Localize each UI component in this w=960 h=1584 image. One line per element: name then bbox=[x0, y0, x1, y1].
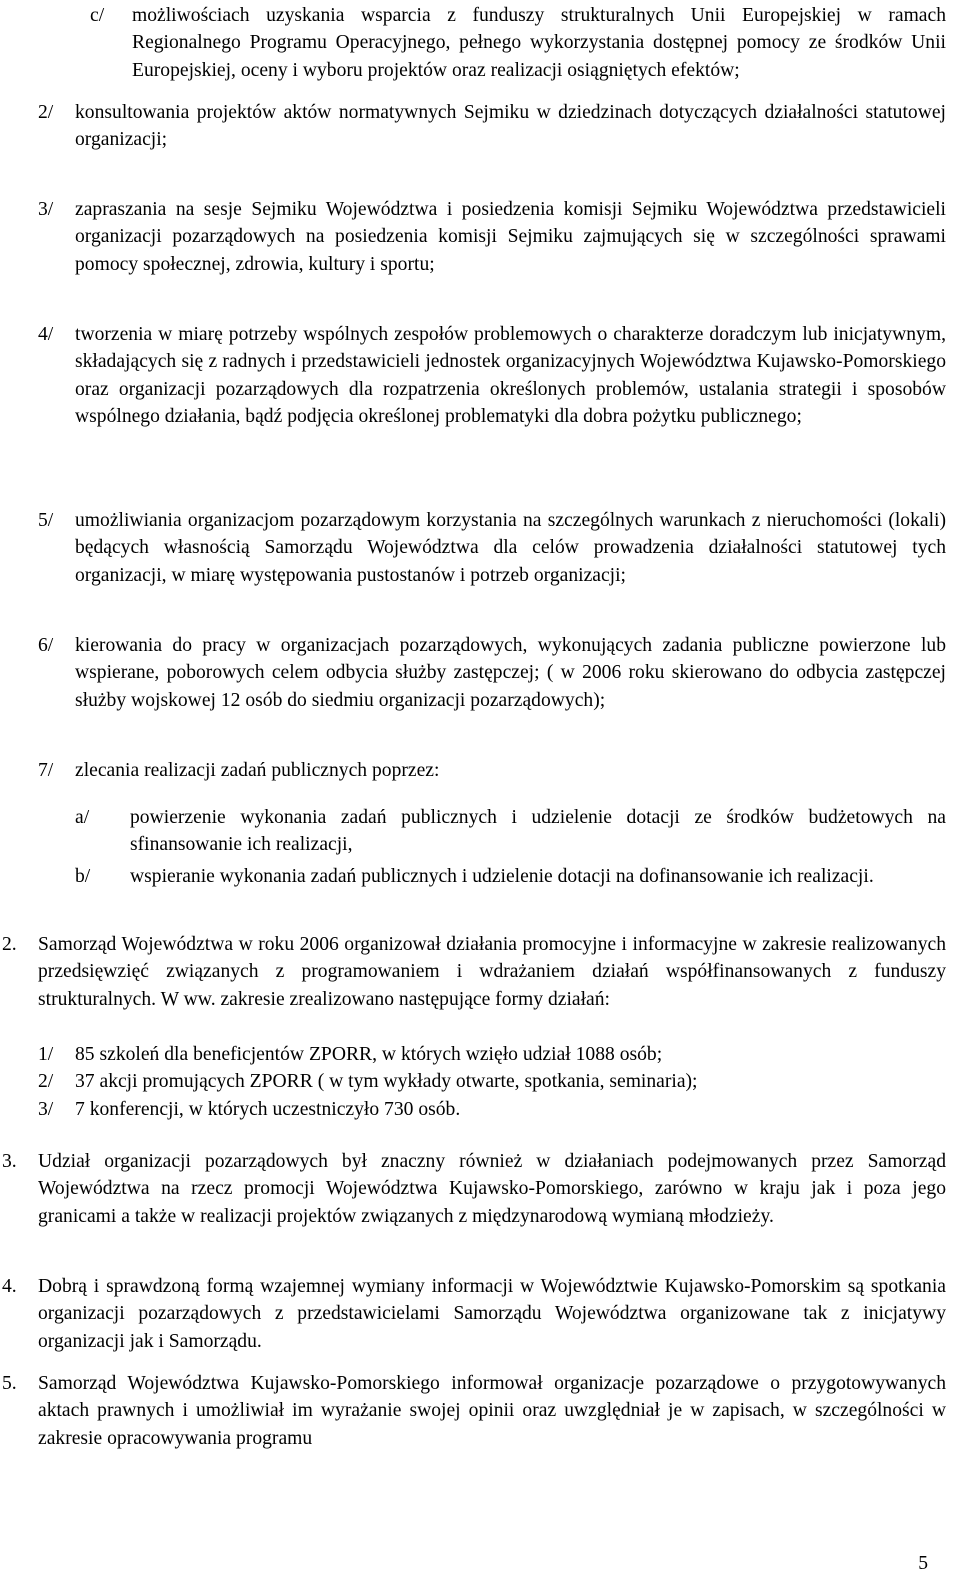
item-text: zlecania realizacji zadań publicznych poprzez: bbox=[75, 760, 440, 781]
item-label: 6/ bbox=[38, 635, 54, 656]
numbered-paragraph bbox=[2, 1273, 946, 1355]
item-label: 2/ bbox=[38, 102, 54, 123]
list-item bbox=[38, 321, 946, 431]
item-text: 7 konferencji, w których uczestniczyło 730 osób. bbox=[75, 1099, 461, 1120]
sub-list-item bbox=[75, 804, 946, 859]
numbered-paragraph bbox=[2, 1148, 946, 1230]
list-item bbox=[38, 1096, 946, 1123]
item-label: b/ bbox=[75, 866, 91, 887]
page-number: 5 bbox=[918, 1553, 928, 1574]
paragraph-text: Samorząd Województwa w roku 2006 organizował działania promocyjne i informacyjne w zakresie realizowanych przedsięwzięć związanych z programowaniem i wdrażaniem działań współfinansowanych z funduszy strukturalnych. W ww. zakresie zrealizowano następujące formy działań: bbox=[38, 934, 946, 1010]
paragraph-text: Udział organizacji pozarządowych był znaczny również w działaniach podejmowanych przez Samorząd Województwa na rzecz promocji Województwa Kujawsko-Pomorskiego, zarówno w kraju jak i poza jego granicami a także w realizacji projektów związanych z międzynarodową wymianą młodzieży. bbox=[38, 1151, 946, 1227]
numbered-paragraph bbox=[2, 1370, 946, 1452]
list-item bbox=[38, 1068, 946, 1095]
item-label: a/ bbox=[75, 807, 90, 828]
list-item bbox=[90, 2, 946, 84]
numbered-paragraph bbox=[2, 931, 946, 1013]
item-text: umożliwiania organizacjom pozarządowym korzystania na szczególnych warunkach z nieruchomości (lokali) będących własnością Samorządu Województwa dla celów prowadzenia działalności statutowej tych organizacji, w miarę występowania pustostanów i potrzeb organizacji; bbox=[75, 510, 946, 586]
list-item bbox=[38, 196, 946, 278]
sub-list-item bbox=[75, 863, 946, 890]
paragraph-text: Samorząd Województwa Kujawsko-Pomorskiego informował organizacje pozarządowe o przygotowywanych aktach prawnych i umożliwiał im wyrażanie swojej opinii oraz uwzględniał je w zapisach, w szczególności w zakresie opracowywania programu bbox=[38, 1373, 946, 1449]
item-label: 2/ bbox=[38, 1071, 54, 1092]
item-label: 1/ bbox=[38, 1044, 54, 1065]
item-text: wspieranie wykonania zadań publicznych i udzielenie dotacji na dofinansowanie ich realizacji. bbox=[130, 866, 874, 887]
paragraph-number: 4. bbox=[2, 1276, 17, 1297]
list-item bbox=[38, 1041, 946, 1068]
paragraph-number: 3. bbox=[2, 1151, 17, 1172]
paragraph-number: 5. bbox=[2, 1373, 17, 1394]
item-text: tworzenia w miarę potrzeby wspólnych zespołów problemowych o charakterze doradczym lub inicjatywnym, składających się z radnych i przedstawicieli jednostek organizacyjnych Województwa Kujawsko-Pomorskiego oraz organizacji pozarządowych dla rozpatrzenia określonych problemów, ustalania strategii i sposobów wspólnego działania, bądź podjęcia określonej problematyki dla dobra pożytku publicznego; bbox=[75, 324, 946, 428]
list-item bbox=[38, 632, 946, 714]
list-item bbox=[38, 99, 946, 154]
item-text: 37 akcji promujących ZPORR ( w tym wykłady otwarte, spotkania, seminaria); bbox=[75, 1071, 698, 1092]
item-text: 85 szkoleń dla beneficjentów ZPORR, w których wzięło udział 1088 osób; bbox=[75, 1044, 663, 1065]
list-item bbox=[38, 757, 946, 784]
item-label: 4/ bbox=[38, 324, 54, 345]
list-item bbox=[38, 507, 946, 589]
item-text: kierowania do pracy w organizacjach pozarządowych, wykonujących zadania publiczne powierzone lub wspierane, poborowych celem odbycia służby zastępczej; ( w 2006 roku skierowano do odbycia zastępczej służby wojskowej 12 osób do siedmiu organizacji pozarządowych); bbox=[75, 635, 946, 711]
paragraph-text: Dobrą i sprawdzoną formą wzajemnej wymiany informacji w Województwie Kujawsko-Pomorskim są spotkania organizacji pozarządowych z przedstawicielami Samorządu Województwa organizowane tak z inicjatywy organizacji jak i Samorządu. bbox=[38, 1276, 946, 1352]
item-label: 5/ bbox=[38, 510, 54, 531]
paragraph-number: 2. bbox=[2, 934, 17, 955]
item-label: 7/ bbox=[38, 760, 54, 781]
item-text: konsultowania projektów aktów normatywnych Sejmiku w dziedzinach dotyczących działalności statutowej organizacji; bbox=[75, 102, 946, 151]
item-text: powierzenie wykonania zadań publicznych i udzielenie dotacji ze środków budżetowych na sfinansowanie ich realizacji, bbox=[130, 807, 946, 856]
item-label: c/ bbox=[90, 5, 105, 26]
item-text: możliwościach uzyskania wsparcia z funduszy strukturalnych Unii Europejskiej w ramach Regionalnego Programu Operacyjnego, pełnego wykorzystania dostępnej pomocy ze środków Unii Europejskiej, oceny i wyboru projektów oraz realizacji osiągniętych efektów; bbox=[132, 5, 946, 81]
item-text: zapraszania na sesje Sejmiku Województwa i posiedzenia komisji Sejmiku Województwa przedstawicieli organizacji pozarządowych na posiedzenia komisji Sejmiku zajmujących się w szczególności sprawami pomocy społecznej, zdrowia, kultury i sportu; bbox=[75, 199, 946, 275]
item-label: 3/ bbox=[38, 1099, 54, 1120]
item-label: 3/ bbox=[38, 199, 54, 220]
